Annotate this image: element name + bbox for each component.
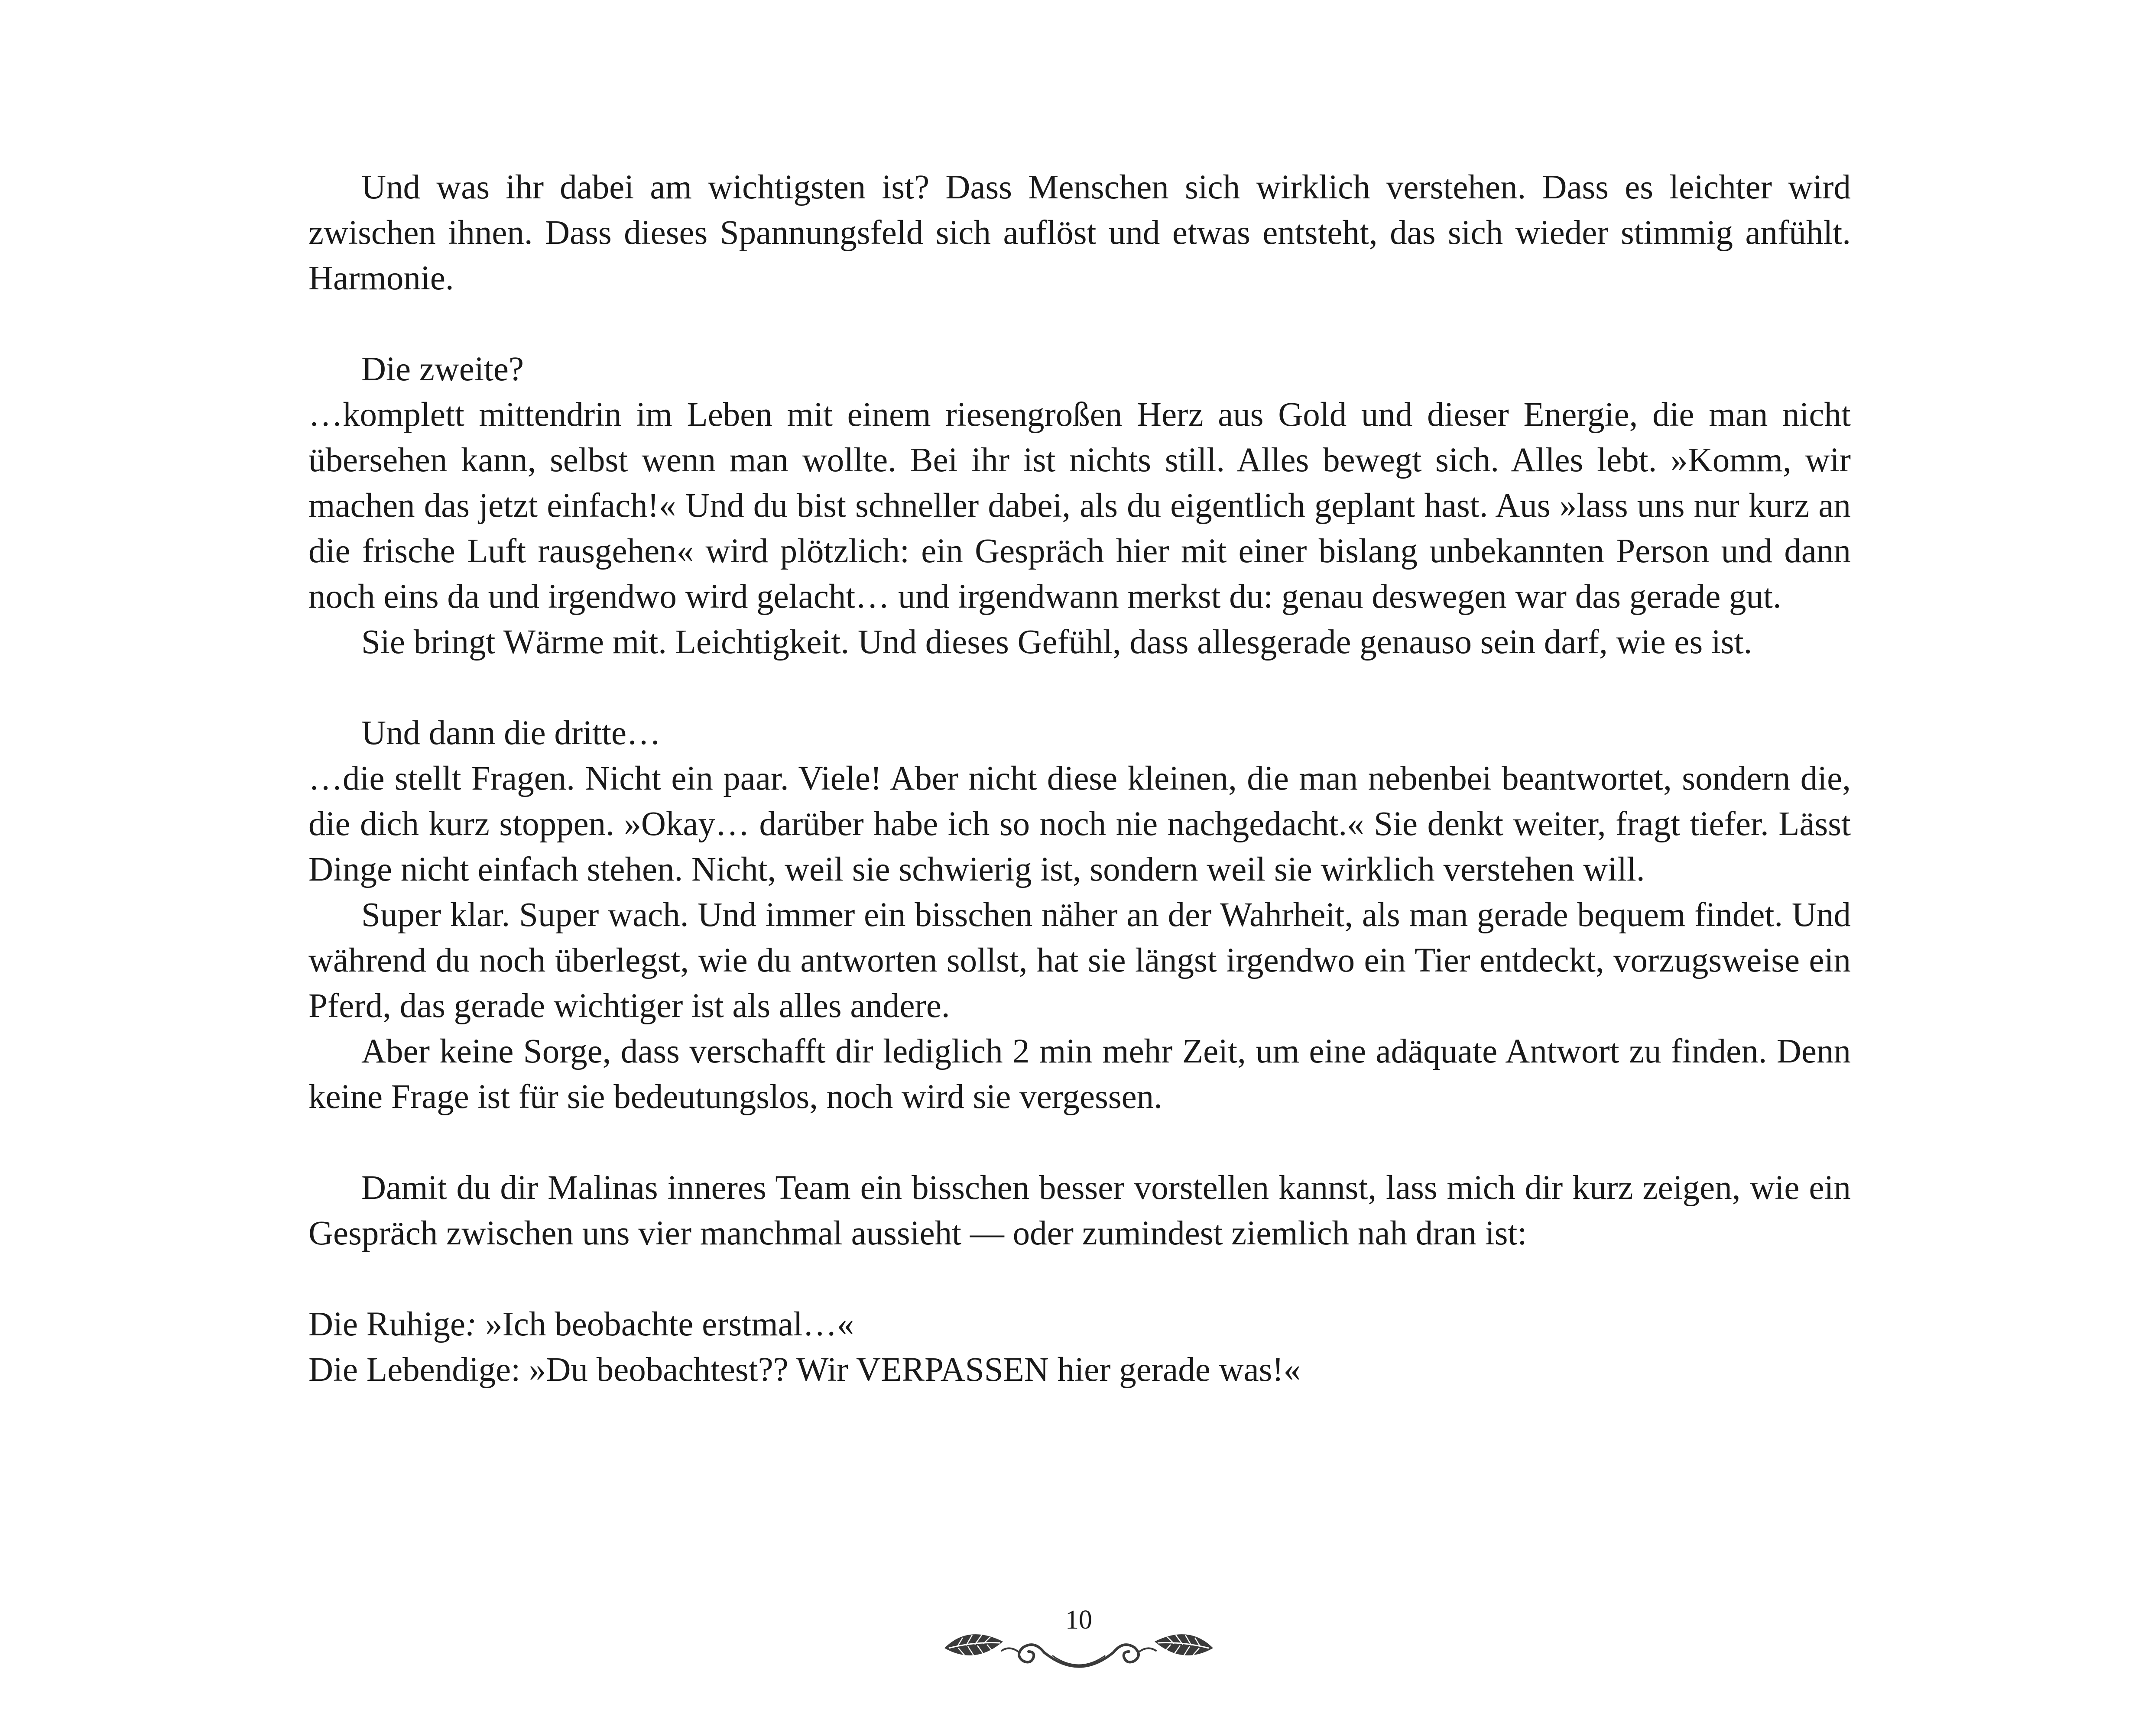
page-footer <box>927 1600 1230 1687</box>
dialogue-text: »Ich beobachte erstmal…« <box>477 1305 854 1343</box>
paragraph-gap <box>308 1256 1851 1302</box>
body-text <box>308 165 1851 1393</box>
paragraph-third-heading: Und dann die dritte… <box>361 714 661 752</box>
paragraph-second-body: …komplett mittendrin im Leben mit einem riesengroßen Herz aus Gold und dieser Energie, die man nicht übersehen kann, selbst wenn man wollte. Bei ihr ist nichts still. Alles bewegt sich. Alles lebt. »Komm, wir machen das jetzt einfach!« Und du bist schneller dabei, als du eigentlich geplant hast. Aus »lass uns nur kurz an die frische Luft rausgehen« wird plötzlich: ein Gespräch hier mit einer bislang unbekannten Person und dann noch eins da und irgendwo wird gelacht… und irgendwann merkst du: genau deswegen war das gerade gut. <box>308 396 1851 615</box>
paragraph-third-follow-1: Super klar. Super wach. Und immer ein bisschen näher an der Wahrheit, als man gerade bequem findet. Und während du noch überlegst, wie du antworten sollst, hat sie längst irgendwo ein Tier entdeckt, vorzugsweise ein Pferd, das gerade wichtiger ist als alles andere. <box>308 896 1851 1025</box>
paragraph-gap <box>308 1120 1851 1165</box>
paragraph-harmony: Und was ihr dabei am wichtigsten ist? Dass Menschen sich wirklich verstehen. Dass es leichter wird zwischen ihnen. Dass dieses Spannungsfeld sich auflöst und etwas entsteht, das sich wieder stimmig anfühlt. Harmonie. <box>308 168 1851 297</box>
paragraph-gap <box>308 665 1851 710</box>
dialogue-speaker: Die Ruhige <box>308 1305 466 1343</box>
dialogue-line-lebendige: Die Lebendige: »Du beobachtest?? Wir VERPASSEN hier gerade was!« <box>308 1351 1301 1389</box>
dialogue-colon: : <box>465 1305 477 1343</box>
paragraph-third-body: …die stellt Fragen. Nicht ein paar. Viele! Aber nicht diese kleinen, die man nebenbei beantwortet, sondern die, die dich kurz stoppen. »Okay… darüber habe ich so noch nie nachgedacht.« Sie denkt weiter, fragt tiefer. Lässt Dinge nicht einfach stehen. Nicht, weil sie schwierig ist, sondern weil sie wirklich verstehen will. <box>308 760 1851 888</box>
page-number: 10 <box>1065 1605 1092 1635</box>
paragraph-second-heading: Die zweite? <box>361 350 524 388</box>
paragraph-second-follow: Sie bringt Wärme mit. Leichtigkeit. Und dieses Gefühl, dass allesgerade genauso sein darf, wie es ist. <box>361 623 1752 661</box>
dialogue-line-ruhige <box>308 1302 1851 1347</box>
paragraph-gap <box>308 301 1851 347</box>
paragraph-inner-team: Damit du dir Malinas inneres Team ein bisschen besser vorstellen kannst, lass mich dir kurz zeigen, wie ein Gespräch zwischen uns vier manchmal aussieht — oder zumindest ziemlich nah dran ist: <box>308 1169 1851 1252</box>
paragraph-third-follow-2: Aber keine Sorge, dass verschafft dir lediglich 2 min mehr Zeit, um eine adäquate Antwort zu finden. Denn keine Frage ist für sie bedeutungslos, noch wird sie vergessen. <box>308 1033 1851 1116</box>
